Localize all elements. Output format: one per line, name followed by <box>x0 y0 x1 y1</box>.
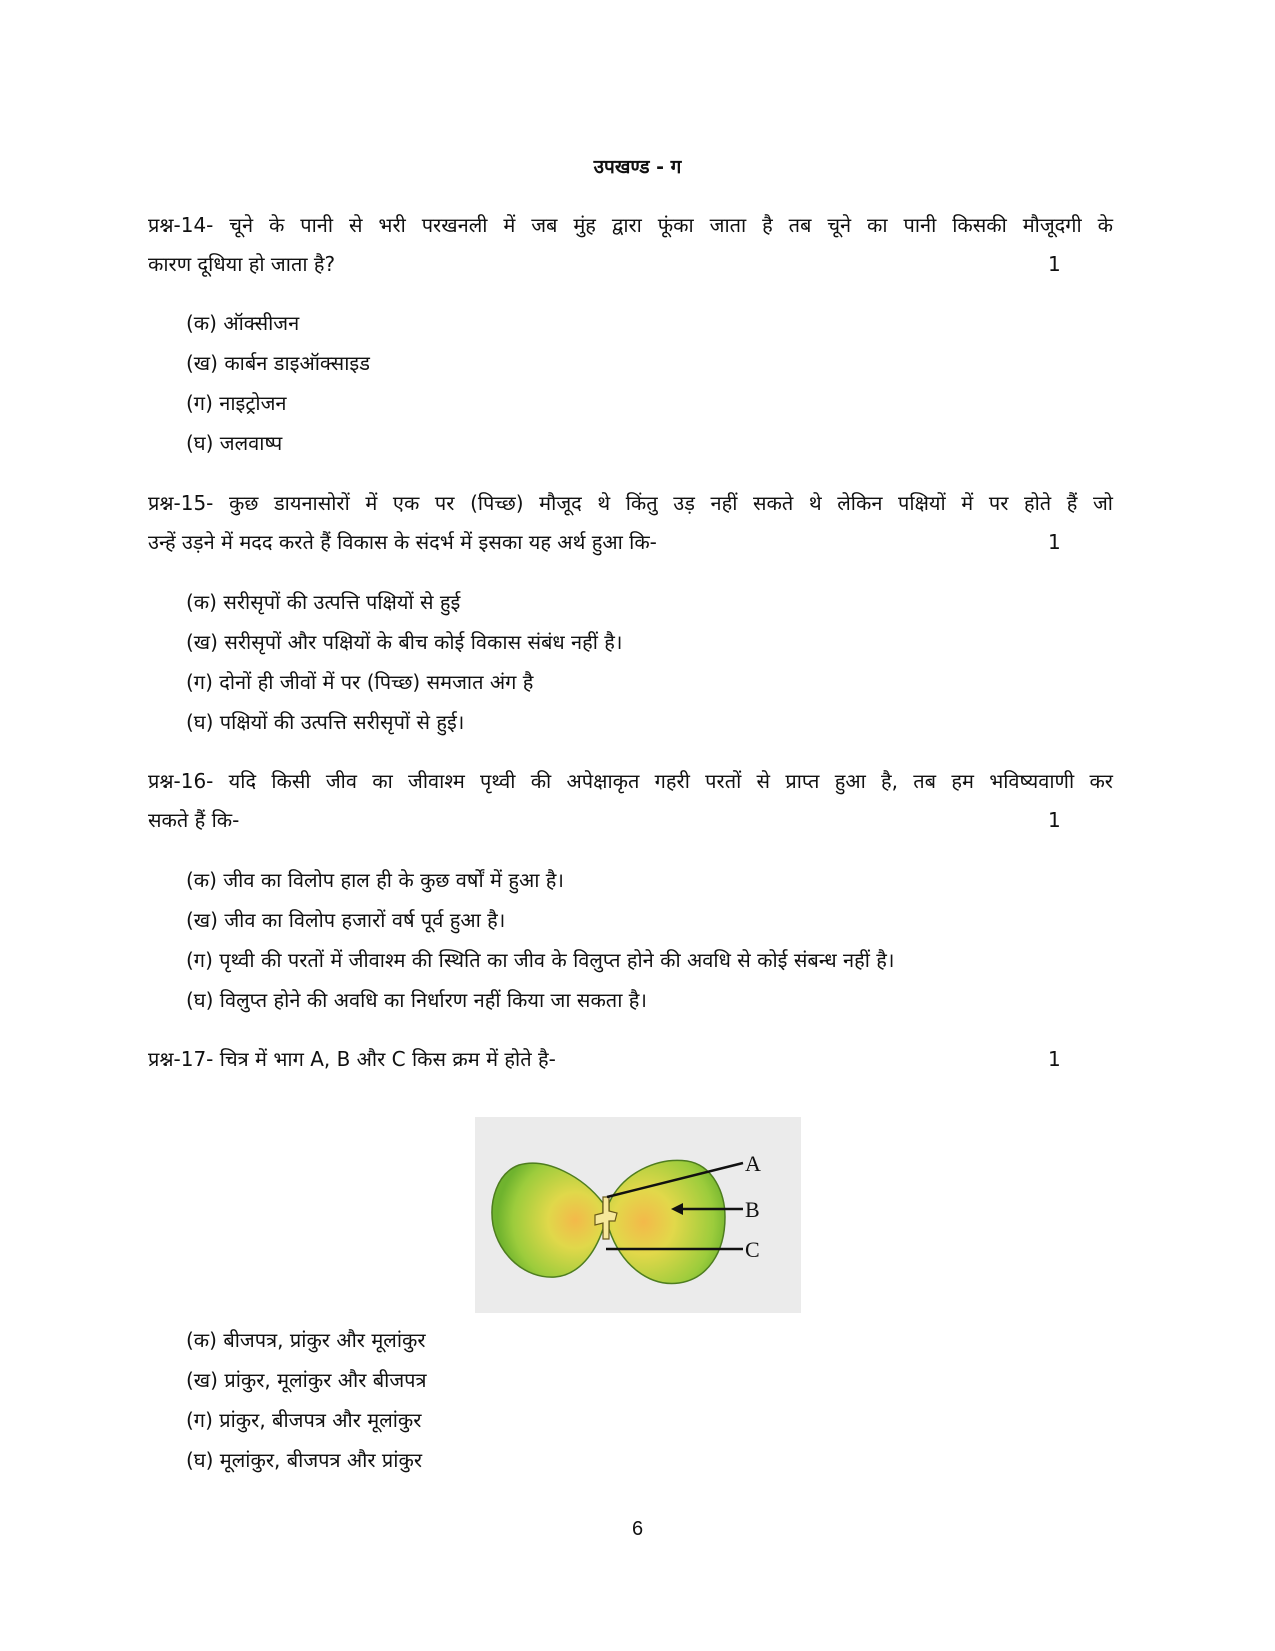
question-text-line-1: प्रश्न-14- चूने के पानी से भरी परखनली में जब मुंह द्वारा फूंका जाता है तब चूने का पानी किसकी मौजूदगी के <box>148 213 1113 237</box>
question-text-line-1: प्रश्न-15- कुछ डायनासोरों में एक पर (पिच्छ) मौजूद थे किंतु उड़ नहीं सकते थे लेकिन पक्षियों में पर होते हैं जो <box>148 491 1113 515</box>
label-b: B <box>745 1197 760 1222</box>
option-gha: (घ) जलवाष्प <box>186 431 283 455</box>
option-kha: (ख) प्रांकुर, मूलांकुर और बीजपत्र <box>186 1368 427 1392</box>
cotyledon-right <box>609 1160 725 1283</box>
option-ka: (क) सरीसृपों की उत्पत्ति पक्षियों से हुई <box>186 590 461 614</box>
question-marks: 1 <box>1048 252 1061 276</box>
section-title: उपखण्ड - ग <box>593 156 682 178</box>
page-number: 6 <box>631 1518 644 1540</box>
cotyledon-left <box>492 1163 603 1277</box>
question-marks: 1 <box>1048 808 1061 832</box>
label-c: C <box>745 1237 760 1262</box>
option-ga: (ग) दोनों ही जीवों में पर (पिच्छ) समजात अंग है <box>186 670 534 694</box>
question-15-options <box>186 589 623 749</box>
option-kha: (ख) जीव का विलोप हजारों वर्ष पूर्व हुआ है। <box>186 908 506 932</box>
option-gha: (घ) पक्षियों की उत्पत्ति सरीसृपों से हुई। <box>186 710 465 734</box>
question-text-line-2: उन्हें उड़ने में मदद करते हैं विकास के संदर्भ में इसका यह अर्थ हुआ कि- <box>148 530 657 554</box>
option-ga: (ग) पृथ्वी की परतों में जीवाश्म की स्थिति का जीव के विलुप्त होने की अवधि से कोई संबन्ध नहीं है। <box>186 948 895 972</box>
question-text-line-2: सकते हैं कि- <box>148 808 240 832</box>
question-17-options <box>186 1327 427 1487</box>
seed-diagram-svg <box>475 1117 801 1313</box>
option-ka: (क) बीजपत्र, प्रांकुर और मूलांकुर <box>186 1328 426 1352</box>
label-a: A <box>745 1151 761 1176</box>
option-kha: (ख) सरीसृपों और पक्षियों के बीच कोई विकास संबंध नहीं है। <box>186 630 623 654</box>
option-gha: (घ) मूलांकुर, बीजपत्र और प्रांकुर <box>186 1448 423 1472</box>
question-16-options <box>186 867 894 1027</box>
question-text-line-1: प्रश्न-16- यदि किसी जीव का जीवाश्म पृथ्वी की अपेक्षाकृत गहरी परतों से प्राप्त हुआ है, तब हम भविष्यवाणी कर <box>148 769 1113 793</box>
option-ka: (क) ऑक्सीजन <box>186 311 300 335</box>
option-gha: (घ) विलुप्त होने की अवधि का निर्धारण नहीं किया जा सकता है। <box>186 988 647 1012</box>
option-ka: (क) जीव का विलोप हाल ही के कुछ वर्षों में हुआ है। <box>186 868 564 892</box>
question-text-line-1: प्रश्न-17- चित्र में भाग A, B और C किस क्रम में होते है- <box>148 1047 556 1071</box>
option-ga: (ग) प्रांकुर, बीजपत्र और मूलांकुर <box>186 1408 422 1432</box>
option-ga: (ग) नाइट्रोजन <box>186 391 287 415</box>
seed-diagram <box>475 1117 801 1313</box>
question-14-options <box>186 310 370 470</box>
question-marks: 1 <box>1048 530 1061 554</box>
option-kha: (ख) कार्बन डाइऑक्साइड <box>186 351 370 375</box>
question-marks: 1 <box>1048 1047 1061 1071</box>
question-text-line-2: कारण दूधिया हो जाता है? <box>148 252 336 276</box>
